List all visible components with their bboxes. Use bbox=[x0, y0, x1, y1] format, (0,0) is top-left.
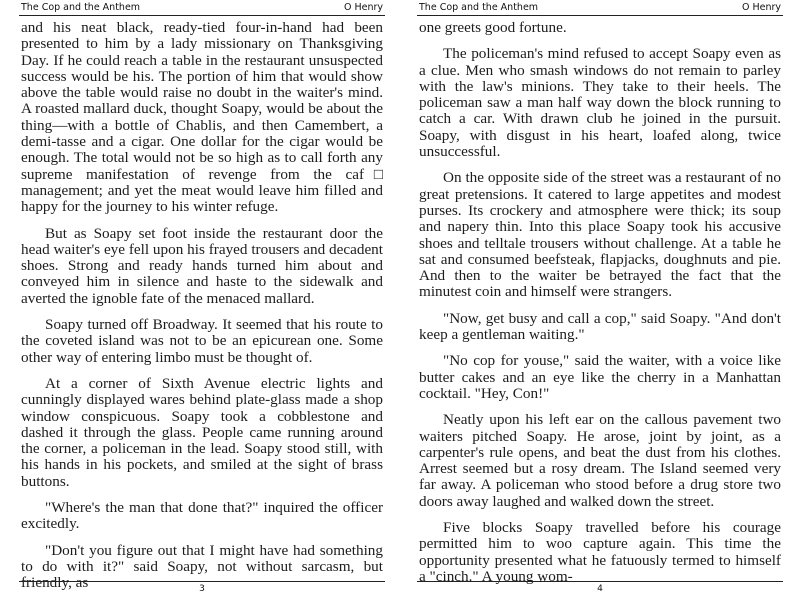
paragraph: "No cop for youse," said the waiter, with a voice like butter cakes and an eye like the cherry in a Manhattan cocktail. "Hey, Con!" bbox=[419, 352, 781, 402]
running-header bbox=[417, 2, 783, 16]
running-header bbox=[19, 2, 385, 16]
page-body bbox=[21, 19, 383, 592]
paragraph: At a corner of Sixth Avenue electric lights and cunningly displayed wares behind plate-glass made a shop window conspicuous. Soapy took a cobblestone and dashed it through the glass. People came running around the corner, a policeman in the lead. Soapy stood still, with his hands in his pockets, and smiled at the sight of brass buttons. bbox=[21, 374, 383, 490]
paragraph: Five blocks Soapy travelled before his courage permitted him to woo capture again. This time the opportunity presented what he fatuously termed to himself a "cinch." A young wom- bbox=[419, 519, 781, 585]
footer-rule bbox=[19, 581, 385, 582]
footer-rule bbox=[417, 581, 783, 582]
page-left bbox=[19, 0, 385, 600]
paragraph: "Where's the man that done that?" inquired the officer excitedly. bbox=[21, 499, 383, 533]
paragraph: one greets good fortune. bbox=[419, 19, 567, 36]
paragraph: Soapy turned off Broadway. It seemed that his route to the coveted island was not to be an epicurean one. Some other way of entering limbo must be thought of. bbox=[21, 316, 383, 366]
paragraph: "Don't you figure out that I might have had something to do with it?" said Soapy, not without sarcasm, but friendly, as bbox=[21, 541, 383, 592]
paragraph: But as Soapy set foot inside the restaurant door the head waiter's eye fell upon his frayed trousers and decadent shoes. Strong and ready hands turned him about and conveyed him in silence and haste to the sidewalk and averted the ignoble fate of the menaced mallard. bbox=[21, 224, 383, 307]
paragraph: On the opposite side of the street was a restaurant of no great pretensions. It catered to large appetites and modest purses. Its crockery and atmosphere were thick; its soup and napery thin. Into this place Soapy took his accusive shoes and telltale trousers without challenge. At a table he sat and consumed beefsteak, flapjacks, doughnuts and pie. And then to the waiter be betrayed the fact that the minutest coin and himself were strangers. bbox=[419, 169, 781, 301]
header-book-title: The Cop and the Anthem bbox=[21, 2, 141, 13]
page-number: 3 bbox=[199, 584, 205, 594]
header-book-title: The Cop and the Anthem bbox=[419, 2, 539, 13]
header-author: O Henry bbox=[741, 2, 781, 13]
page-right bbox=[417, 0, 783, 600]
paragraph: "Now, get busy and call a cop," said Soapy. "And don't keep a gentleman waiting." bbox=[419, 309, 781, 344]
paragraph: The policeman's mind refused to accept Soapy even as a clue. Men who smash windows do not remain to parley with the law's minions. They take to their heels. The policeman saw a man half way down the block running to catch a car. With drawn club he joined in the pursuit. Soapy, with disgust in his heart, loafed along, twice unsuccessful. bbox=[419, 45, 781, 161]
page-body bbox=[419, 19, 781, 585]
paragraph: Neatly upon his left ear on the callous pavement two waiters pitched Soapy. He arose, joint by joint, as a carpenter's rule opens, and beat the dust from his clothes. Arrest seemed but a rosy dream. The Island seemed very far away. A policeman who stood before a drug store two doors away laughed and walked down the street. bbox=[419, 411, 781, 510]
page-number: 4 bbox=[597, 584, 603, 594]
header-author: O Henry bbox=[343, 2, 383, 13]
paragraph: and his neat black, ready-tied four-in-hand had been presented to him by a lady missionary on Thanksgiving Day. If he could reach a table in the restaurant unsuspected success would be his. The portion of him that would show above the table would raise no doubt in the waiter's mind. A roasted mallard duck, thought Soapy, would be about the thing—with a bottle of Chablis, and then Camembert, a demi-tasse and a cigar. One dollar for the cigar would be enough. The total would not be so high as to call forth any supreme manifestation of revenge from the caf□ management; and yet the meat would leave him filled and happy for the journey to his winter refuge. bbox=[21, 19, 383, 216]
